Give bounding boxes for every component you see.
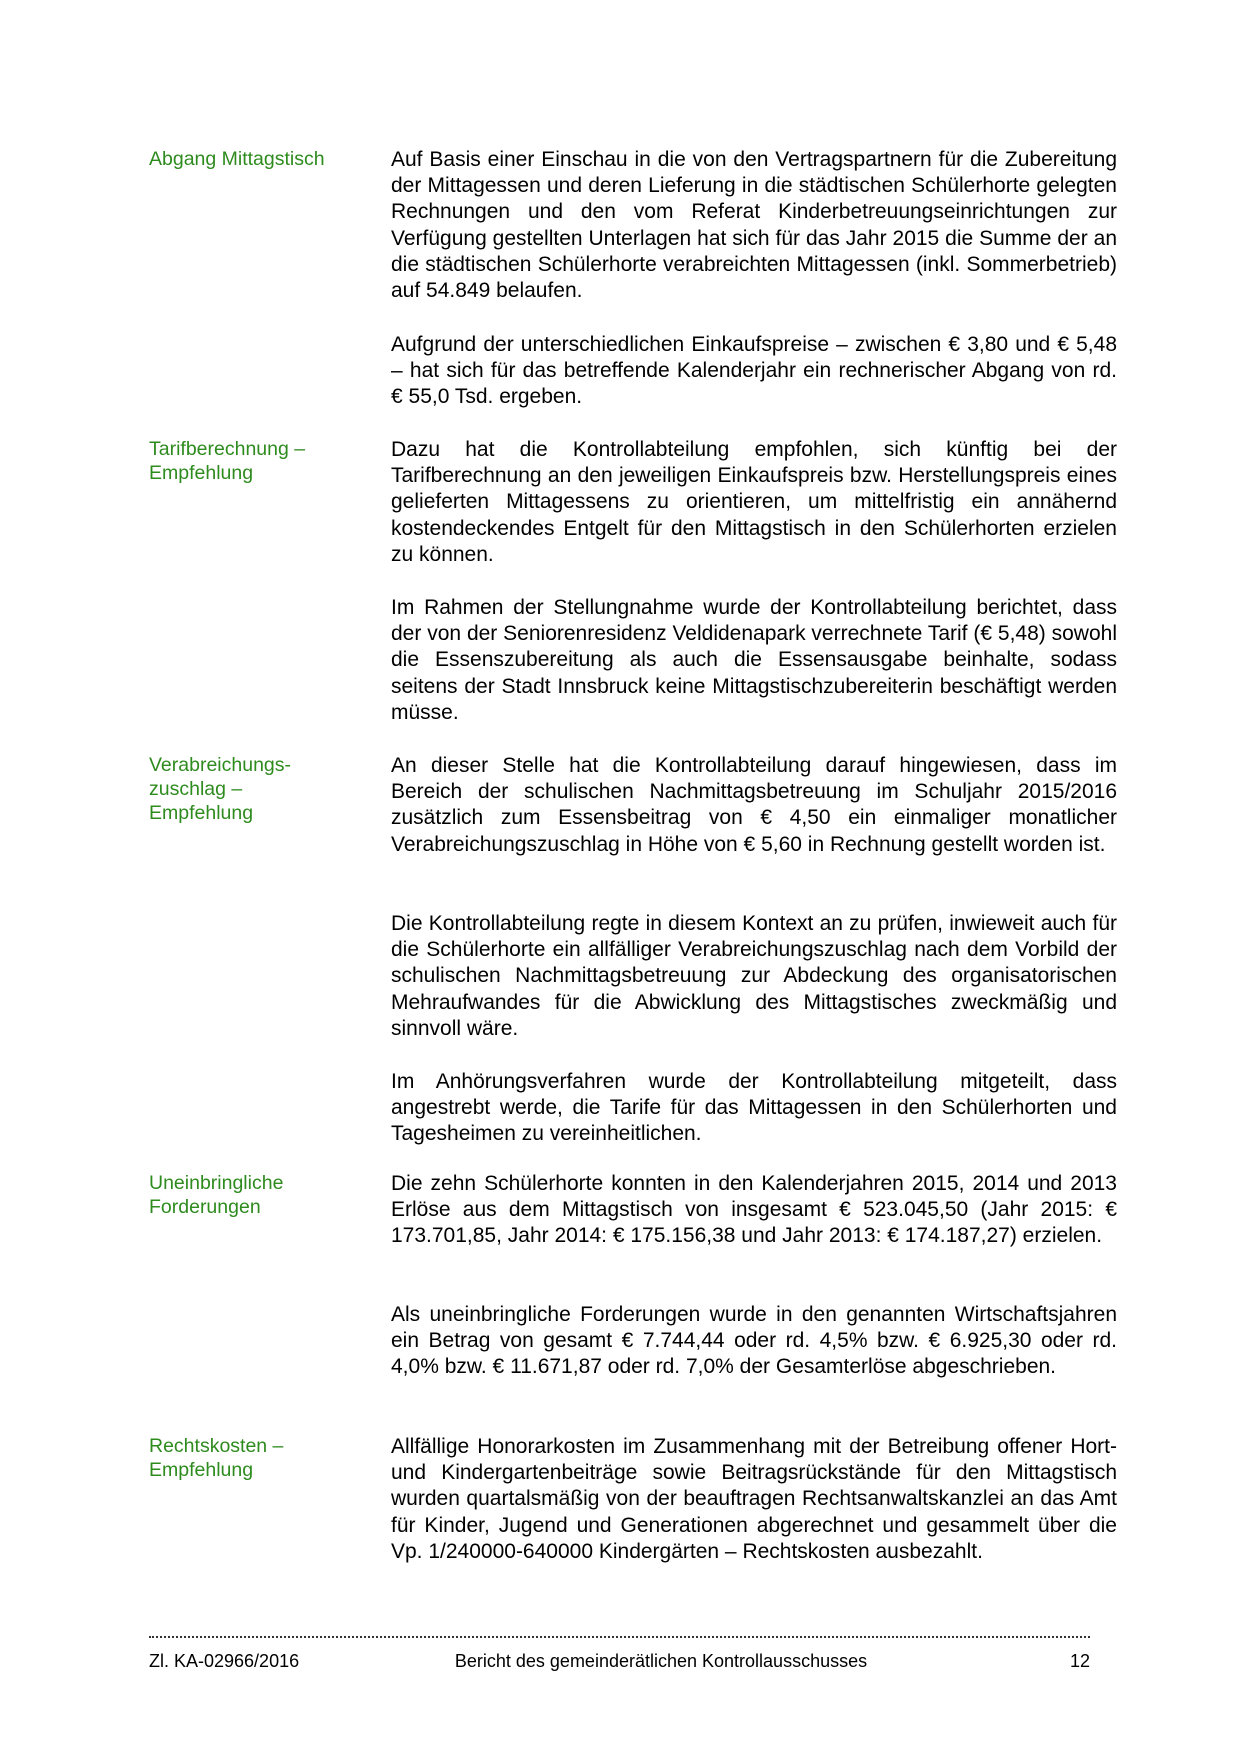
margin-label-tarifberechnung: Tarifberechnung – Empfehlung xyxy=(149,438,306,484)
paragraph-forderungen-2: Als uneinbringliche Forderungen wurde in den genannten Wirtschaftsjahren ein Betrag von gesamt € 7.744,44 oder rd. 4,5% bzw. € 6.925,30 oder rd. 4,0% bzw. € 11.671,87 oder rd. 7,0% der Gesamterlöse abgeschrieben. xyxy=(391,1303,1117,1379)
paragraph-abgang-1: Auf Basis einer Einschau in die von den Vertragspartnern für die Zubereitung der Mittagessen und deren Lieferung in die städtischen Schülerhorte gelegten Rechnungen und den vom Referat Kinderbetreuungseinrichtungen zur Verfügung gestellten Unterlagen hat sich für das Jahr 2015 die Summe der an die städtischen Schülerhorte verabreichten Mittagessen (inkl. Sommerbetrieb) auf 54.849 belaufen. xyxy=(391,148,1117,303)
footer-divider xyxy=(149,1636,1090,1638)
page-number: 12 xyxy=(1069,1651,1090,1671)
paragraph-tarifberechnung-1: Dazu hat die Kontrollabteilung empfohlen, sich künftig bei der Tarifberechnung an den jeweiligen Einkaufspreis bzw. Herstellungspreis eines gelieferten Mittagessens zu orientieren, um mittelfristig ein annähernd kostendeckendes Entgelt für den Mittagstisch in den Schülerhorten erzielen zu können. xyxy=(391,438,1117,566)
paragraph-verabreichungszuschlag-2: Die Kontrollabteilung regte in diesem Kontext an zu prüfen, inwieweit auch für die Schülerhorte ein allfälliger Verabreichungszuschlag nach dem Vorbild der schulischen Nachmittagsbetreuung zur Abdeckung des organisatorischen Mehraufwandes für die Abwicklung des Mittagstisches zweckmäßig und sinnvoll wäre. xyxy=(391,912,1117,1040)
margin-label-rechtskosten: Rechtskosten – Empfehlung xyxy=(149,1435,284,1481)
margin-label-abgang-mittagstisch: Abgang Mittagstisch xyxy=(149,148,325,170)
paragraph-forderungen-1: Die zehn Schülerhorte konnten in den Kalenderjahren 2015, 2014 und 2013 Erlöse aus dem Mittagstisch von insgesamt € 523.045,50 (Jahr 2015: € 173.701,85, Jahr 2014: € 175.156,38 und Jahr 2013: € 174.187,27) erzielen. xyxy=(391,1172,1117,1248)
paragraph-rechtskosten-1: Allfällige Honorarkosten im Zusammenhang mit der Betreibung offener Hort- und Kindergartenbeiträge sowie Beitragsrückstände für den Mittagstisch wurden quartalsmäßig von der beauftragen Rechtsanwaltskanzlei an das Amt für Kinder, Jugend und Generationen abgerechnet und gesammelt über die Vp. 1/240000-640000 Kindergärten – Rechtskosten ausbezahlt. xyxy=(391,1435,1117,1563)
footer-report-title: Bericht des gemeinderätlichen Kontrollausschusses xyxy=(454,1651,868,1671)
paragraph-verabreichungszuschlag-1: An dieser Stelle hat die Kontrollabteilung darauf hingewiesen, dass im Bereich der schulischen Nachmittagsbetreuung im Schuljahr 2015/2016 zusätzlich zum Essensbeitrag von € 4,50 ein einmaliger monatlicher Verabreichungszuschlag in Höhe von € 5,60 in Rechnung gestellt worden ist. xyxy=(391,754,1117,856)
footer-reference: Zl. KA-02966/2016 xyxy=(149,1651,300,1671)
paragraph-verabreichungszuschlag-3: Im Anhörungsverfahren wurde der Kontrollabteilung mitgeteilt, dass angestrebt werde, die Tarife für das Mittagessen in den Schülerhorten und Tagesheimen zu vereinheitlichen. xyxy=(391,1070,1117,1146)
margin-label-verabreichungszuschlag: Verabreichungs- zuschlag – Empfehlung xyxy=(149,754,292,824)
paragraph-tarifberechnung-2: Im Rahmen der Stellungnahme wurde der Kontrollabteilung berichtet, dass der von der Seniorenresidenz Veldidenapark verrechnete Tarif (€ 5,48) sowohl die Essenszubereitung als auch die Essensausgabe beinhalte, sodass seitens der Stadt Innsbruck keine Mittagstischzubereiterin beschäftigt werden müsse. xyxy=(391,596,1117,724)
paragraph-abgang-2: Aufgrund der unterschiedlichen Einkaufspreise – zwischen € 3,80 und € 5,48 – hat sich für das betreffende Kalenderjahr ein rechnerischer Abgang von rd. € 55,0 Tsd. ergeben. xyxy=(391,333,1117,409)
margin-label-uneinbringliche-forderungen: Uneinbringliche Forderungen xyxy=(149,1172,284,1218)
